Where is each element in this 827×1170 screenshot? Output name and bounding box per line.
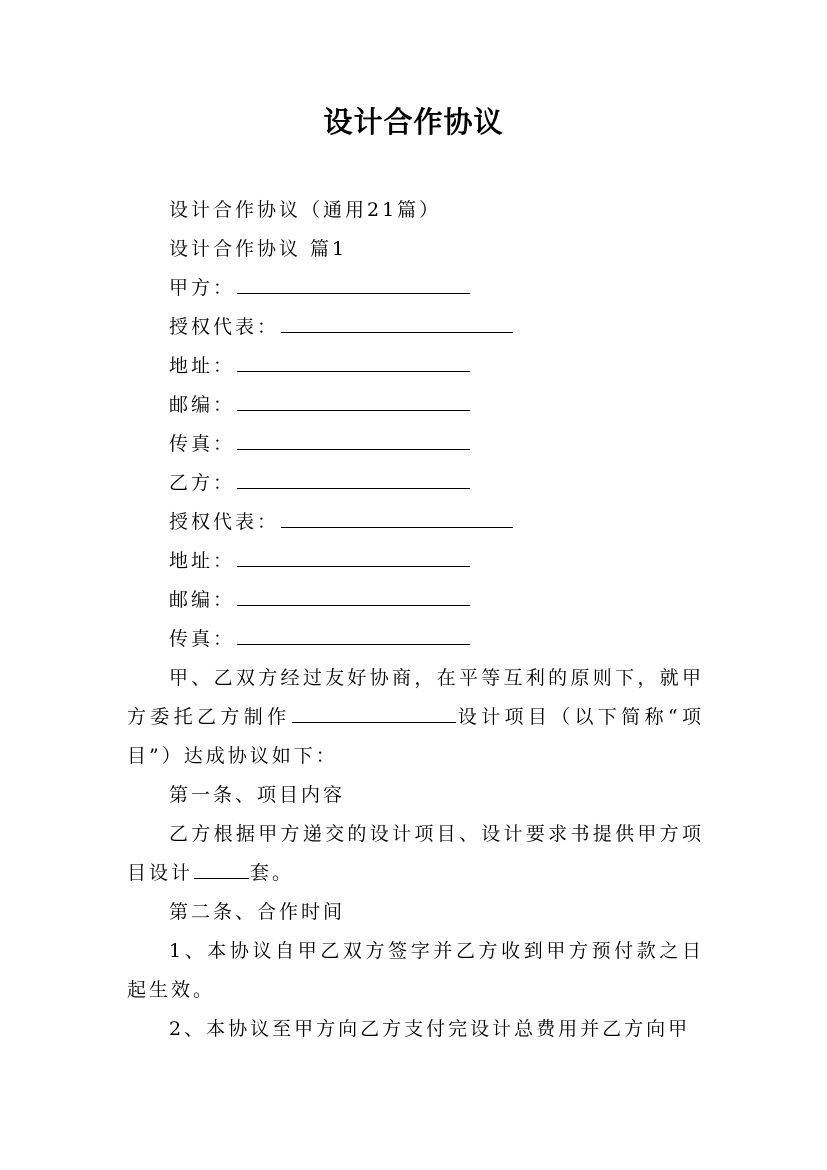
zip-b-line <box>127 581 704 620</box>
blank-underline <box>237 350 470 372</box>
blank-underline <box>292 701 456 723</box>
field-label: 邮编： <box>169 394 236 416</box>
field-label: 传真： <box>169 628 236 650</box>
blank-underline <box>237 584 470 606</box>
agreement-paragraph <box>127 659 704 776</box>
party-a-line <box>127 269 704 308</box>
fax-a-line <box>127 425 704 464</box>
intro-line: 设计合作协议（通用21篇） <box>169 199 442 221</box>
article-1-heading: 第一条、项目内容 <box>169 784 346 806</box>
address-b-line <box>127 542 704 581</box>
party-b-line <box>127 464 704 503</box>
blank-underline <box>237 428 470 450</box>
zip-a-line <box>127 386 704 425</box>
blank-underline <box>194 857 249 879</box>
field-label: 授权代表： <box>169 511 280 533</box>
article-2-heading: 第二条、合作时间 <box>169 901 346 923</box>
blank-underline <box>237 623 470 645</box>
document-title: 设计合作协议 <box>323 105 504 139</box>
blank-underline <box>237 467 470 489</box>
field-label: 乙方： <box>169 472 236 494</box>
paragraph-text: 甲、乙双方经过友好协商，在平等互利的原则下，就甲方委托乙方制作 <box>127 667 704 728</box>
article-2-item-2: 2、本协议至甲方向乙方支付完设计总费用并乙方向甲 <box>169 1018 691 1040</box>
paragraph-text: 套。 <box>250 862 295 884</box>
field-label: 地址： <box>169 355 236 377</box>
fax-b-line <box>127 620 704 659</box>
section-heading: 设计合作协议 篇1 <box>169 238 348 260</box>
rep-b-line <box>127 503 704 542</box>
address-a-line <box>127 347 704 386</box>
field-label: 地址： <box>169 550 236 572</box>
rep-a-line <box>127 308 704 347</box>
blank-underline <box>281 506 513 528</box>
article-2-item-1: 1、本协议自甲乙双方签字并乙方收到甲方预付款之日起生效。 <box>127 940 704 1001</box>
paragraph-text: 设计项目（以下简称“项目”）达成协议如下： <box>127 706 704 767</box>
field-label: 甲方： <box>169 277 236 299</box>
blank-underline <box>281 311 513 333</box>
blank-underline <box>237 545 470 567</box>
field-label: 邮编： <box>169 589 236 611</box>
field-label: 传真： <box>169 433 236 455</box>
blank-underline <box>237 389 470 411</box>
field-label: 授权代表： <box>169 316 280 338</box>
article-1-paragraph <box>127 815 704 893</box>
document-body <box>127 191 704 1049</box>
paragraph-text: 乙方根据甲方递交的设计项目、设计要求书提供甲方项目设计 <box>127 823 704 884</box>
blank-underline <box>237 272 470 294</box>
